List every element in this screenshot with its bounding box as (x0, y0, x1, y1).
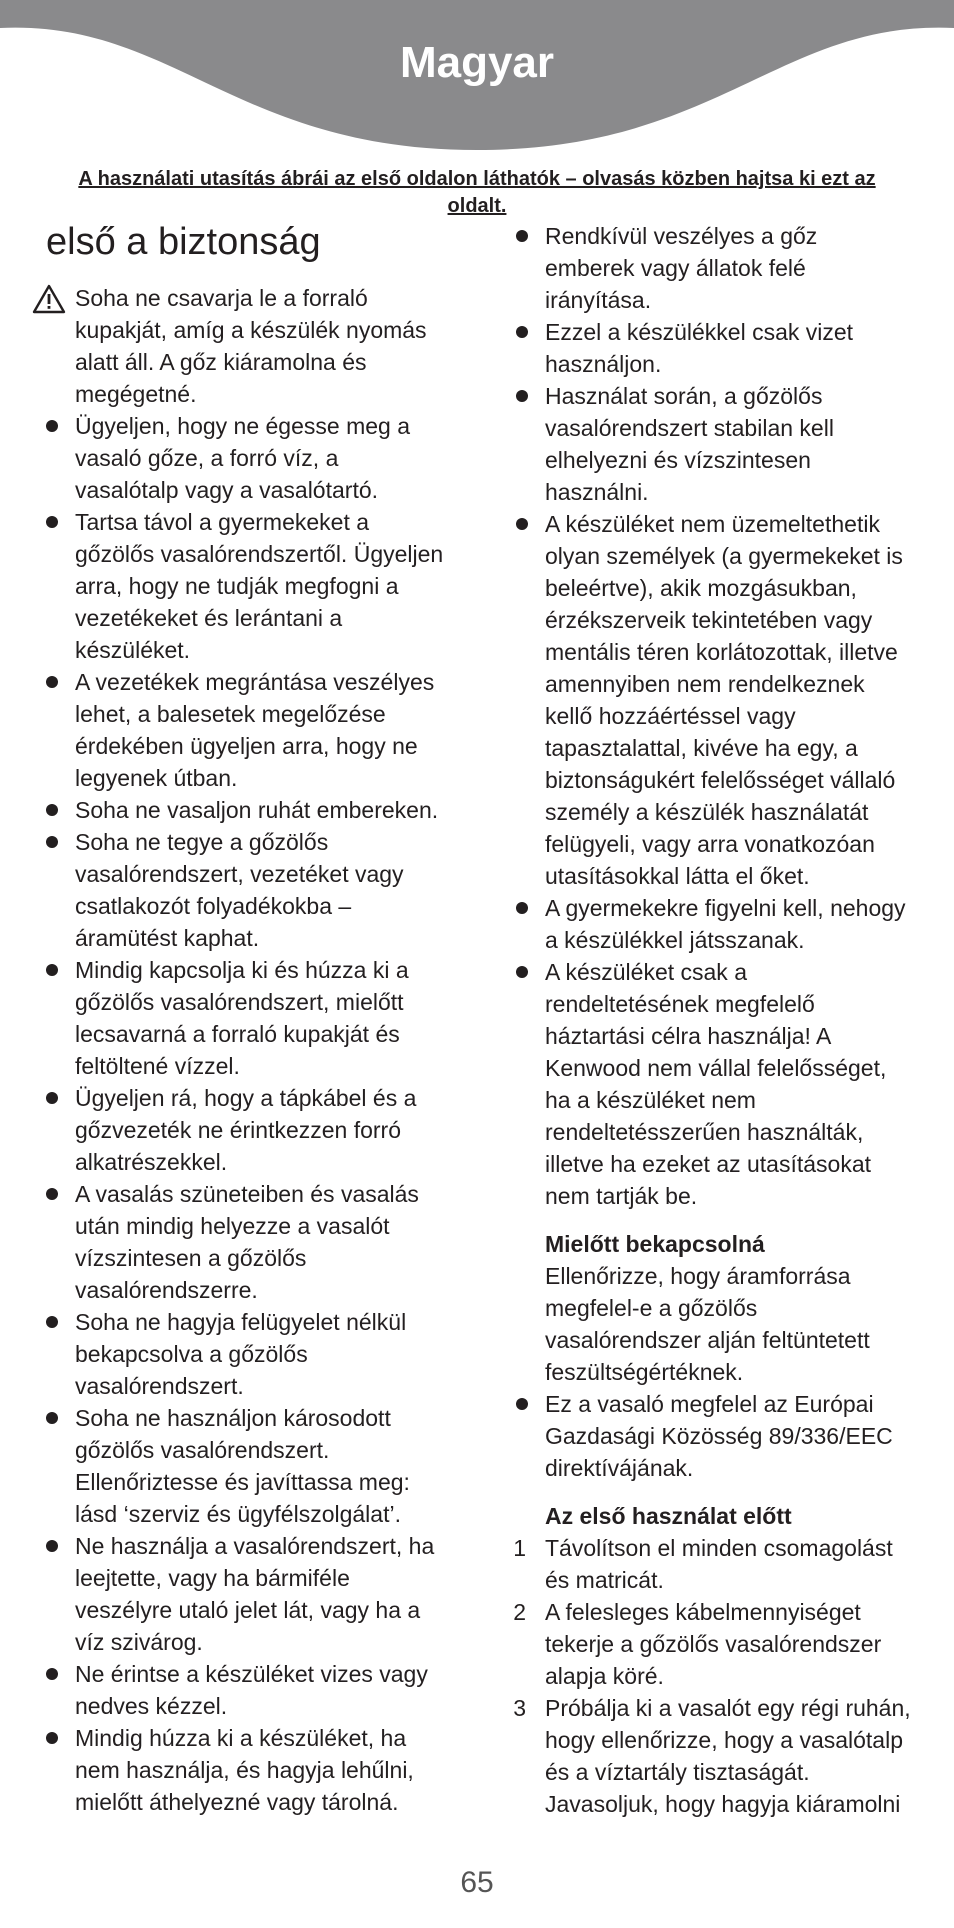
bullet-icon (46, 1188, 58, 1200)
list-item (498, 956, 938, 1212)
safety-list (28, 282, 468, 1818)
list-item-text: A vasalás szüneteiben és vasalás után mindig helyezze a vasalót vízszintesen a gőzölős vasalórendszerre. (75, 1181, 419, 1303)
list-item-text: A készüléket nem üzemeltethetik olyan személyek (a gyermekeket is beleértve), akik mozgásukban, érzékszerveik tekintetében vagy mentális téren korlátozottak, illetve amennyiben nem rendelkeznek kellő hozzáértéssel vagy tapasztalattal, kivéve ha egy, a biztonságukért felelősséget vállaló személy a készülék használatát felügyeli, vagy arra vonatkozóan utasításokkal látta el őket. (545, 511, 903, 889)
bullet-icon (46, 836, 58, 848)
list-item-text: Ez a vasaló megfelel az Európai Gazdasági Közösség 89/336/EEC direktívájának. (545, 1391, 893, 1481)
list-item-text: A készüléket csak a rendeltetésének megfelelő háztartási célra használja! A Kenwood nem vállal felelősséget, ha a készüléket nem rendeltetésszerűen használták, illetve ha ezeket az utasításokat nem tartják be. (545, 959, 887, 1209)
list-item-text: Soha ne tegye a gőzölős vasalórendszert, vezetéket vagy csatlakozót folyadékokba – áramütést kaphat. (75, 829, 404, 951)
warning-triangle-icon (32, 284, 66, 314)
list-item-text: Rendkívül veszélyes a gőz emberek vagy állatok felé irányítása. (545, 223, 818, 313)
page-title: Magyar (399, 38, 555, 87)
list-item-text: Ügyeljen rá, hogy a tápkábel és a gőzvezeték ne érintkezzen forró alkatrészekkel. (75, 1085, 417, 1175)
step-number: 2 (513, 1599, 526, 1625)
list-item-text: Ügyeljen, hogy ne égesse meg a vasaló gőze, a forró víz, a vasalótalp vagy a vasalótartó. (75, 413, 410, 503)
bullet-icon (46, 804, 58, 816)
list-item (28, 1658, 468, 1722)
bullet-icon (516, 518, 528, 530)
list-item-text: Ne érintse a készüléket vizes vagy nedves kézzel. (75, 1661, 428, 1719)
step-text: A felesleges kábelmennyiséget tekerje a gőzölős vasalórendszer alapja köré. (545, 1599, 882, 1689)
bullet-icon (46, 1316, 58, 1328)
section-title: első a biztonság (46, 221, 321, 263)
right-column (498, 220, 938, 1820)
bullet-icon (46, 420, 58, 432)
list-item (28, 1306, 468, 1402)
list-item (28, 954, 468, 1082)
list-item (28, 1402, 468, 1530)
list-item (28, 666, 468, 794)
bullet-icon (46, 1412, 58, 1424)
list-item (28, 506, 468, 666)
step-text: Próbálja ki a vasalót egy régi ruhán, hogy ellenőrizze, hogy a vasalótalp és a víztartály tisztaságát. Javasoljuk, hogy hagyja kiáramolni (545, 1695, 911, 1817)
list-item-text: A gyermekekre figyelni kell, nehogy a készülékkel játsszanak. (545, 895, 906, 953)
bullet-icon (46, 1092, 58, 1104)
list-item-text: Használat során, a gőzölős vasalórendszert stabilan kell elhelyezni és vízszintesen használni. (545, 383, 834, 505)
list-item (28, 410, 468, 506)
bullet-icon (516, 1398, 528, 1410)
list-item-text: Soha ne csavarja le a forraló kupakját, amíg a készülék nyomás alatt áll. A gőz kiáramolna és megégetné. (75, 285, 427, 407)
bullet-icon (46, 676, 58, 688)
list-item-text: Soha ne vasaljon ruhát embereken. (75, 797, 439, 823)
safety-list-continued (498, 220, 938, 1212)
list-item-text: Mindig húzza ki a készüléket, ha nem használja, és hagyja lehűlni, mielőtt áthelyezné vagy tárolná. (75, 1725, 414, 1815)
step-text: Távolítson el minden csomagolást és matricát. (545, 1535, 893, 1593)
list-item (498, 892, 938, 956)
before-first-use-title: Az első használat előtt (545, 1503, 792, 1529)
step-item (498, 1692, 938, 1820)
bullet-icon (516, 966, 528, 978)
list-item (28, 826, 468, 954)
bullet-icon (516, 902, 528, 914)
bullet-icon (516, 390, 528, 402)
list-item (28, 1082, 468, 1178)
list-item (498, 380, 938, 508)
list-item (498, 220, 938, 316)
step-number: 3 (513, 1695, 526, 1721)
list-item-text: Soha ne hagyja felügyelet nélkül bekapcsolva a gőzölős vasalórendszert. (75, 1309, 407, 1399)
list-item (498, 1388, 938, 1484)
fold-out-notice: A használati utasítás ábrái az első oldalon láthatók – olvasás közben hajtsa ki ezt az oldalt. (78, 168, 876, 217)
before-switch-on-title: Mielőtt bekapcsolná (545, 1231, 765, 1257)
before-switch-on-text: Ellenőrizze, hogy áramforrása megfelel-e a gőzölős vasalórendszer alján feltüntetett feszültségértéknek. (545, 1263, 870, 1385)
step-number: 1 (513, 1535, 526, 1561)
list-item (28, 1178, 468, 1306)
list-item (498, 508, 938, 892)
bullet-icon (46, 964, 58, 976)
list-item-text: Ezzel a készülékkel csak vizet használjon. (545, 319, 854, 377)
list-item (28, 794, 468, 826)
step-item (498, 1532, 938, 1596)
page-number: 65 (460, 1866, 494, 1899)
list-item (28, 282, 468, 410)
numbered-steps (498, 1532, 938, 1820)
list-item-text: Mindig kapcsolja ki és húzza ki a gőzölős vasalórendszert, mielőtt lecsavarná a forraló kupakját és feltöltené vízzel. (75, 957, 409, 1079)
step-item (498, 1596, 938, 1692)
list-item-text: A vezetékek megrántása veszélyes lehet, a balesetek megelőzése érdekében ügyeljen arra, hogy ne legyenek útban. (75, 669, 435, 791)
list-item (498, 316, 938, 380)
bullet-icon (46, 516, 58, 528)
bullet-icon (46, 1732, 58, 1744)
list-item-text: Ne használja a vasalórendszert, ha leejtette, vagy ha bármiféle veszélyre utaló jelet lát, vagy ha a víz szivárog. (75, 1533, 435, 1655)
bullet-icon (516, 326, 528, 338)
left-column (28, 220, 468, 1818)
list-item-text: Tartsa távol a gyermekeket a gőzölős vasalórendszertől. Ügyeljen arra, hogy ne tudják megfogni a vezetékeket és lerántani a készüléket. (75, 509, 444, 663)
list-item (28, 1530, 468, 1658)
bullet-icon (46, 1540, 58, 1552)
bullet-icon (516, 230, 528, 242)
list-item-text: Soha ne használjon károsodott gőzölős vasalórendszert. Ellenőriztesse és javíttassa meg: lásd ‘szerviz és ügyfélszolgálat’. (75, 1405, 410, 1527)
bullet-icon (46, 1668, 58, 1680)
list-item (28, 1722, 468, 1818)
